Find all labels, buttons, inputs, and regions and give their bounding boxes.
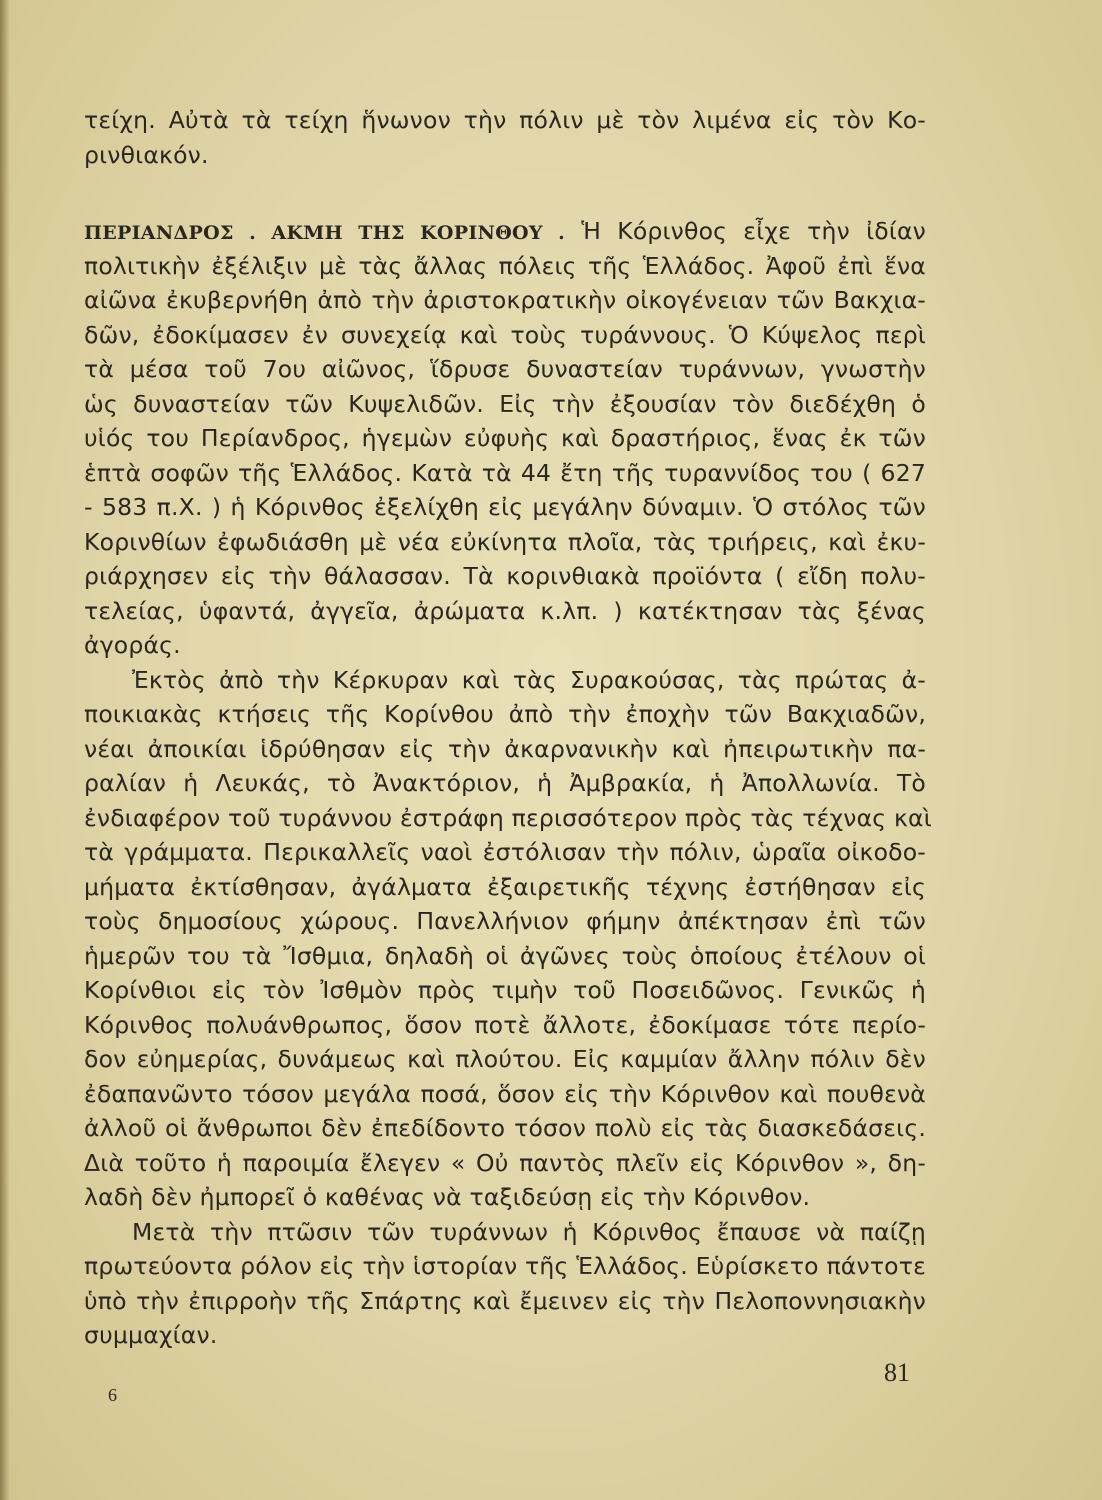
text-line: Μετὰ τὴν πτῶσιν τῶν τυράννων ἡ Κόρινθος ἔπαυσε νὰ παίζῃ (132, 1217, 926, 1246)
text-line: Κόρινθος πολυάνθρωπος, ὅσον ποτὲ ἄλλοτε, ἐδοκίμασε τότε περίο- (84, 1010, 926, 1039)
text-line: πρωτεύοντα ρόλον εἰς τὴν ἱστορίαν τῆς Ἑλλάδος. Εὑρίσκετο πάντοτε (84, 1252, 926, 1280)
text-line: δῶν, ἐδοκίμασεν ἐν συνεχείᾳ καὶ τοὺς τυράννους. Ὁ Κύψελος περὶ (84, 320, 926, 349)
text-line: Κορίνθιοι εἰς τὸν Ἰσθμὸν πρὸς τιμὴν τοῦ Ποσειδῶνος. Γενικῶς ἡ (84, 976, 926, 1004)
text-line: ἡμερῶν του τὰ Ἴσθμια, δηλαδὴ οἱ ἀγῶνες τοὺς ὁποίους ἐτέλουν οἱ (84, 941, 926, 970)
text-line: τὰ μέσα τοῦ 7ου αἰῶνος, ἵδρυσε δυναστείαν τυράννων, γνωστὴν (84, 355, 926, 383)
signature-mark: 6 (108, 1385, 117, 1405)
text-line: Ἐκτὸς ἀπὸ τὴν Κέρκυραν καὶ τὰς Συρακούσας, τὰς πρώτας ἀ- (132, 665, 926, 694)
text-line: ἐδαπανῶντο τόσον μεγάλα ποσά, ὅσον εἰς τὴν Κόρινθον καὶ πουθενὰ (84, 1079, 926, 1108)
text-line: ὡς δυναστείαν τῶν Κυψελιδῶν. Εἰς τὴν ἐξουσίαν τὸν διεδέχθη ὁ (84, 389, 926, 418)
text-line: ραλίαν ἡ Λευκάς, τὸ Ἀνακτόριον, ἡ Ἀμβρακία, ἡ Ἀπολλωνία. Τὸ (84, 769, 926, 797)
text-line: Κορινθίων ἐφωδιάσθη μὲ νέα εὐκίνητα πλοῖα, τὰς τριήρεις, καὶ ἐκυ- (84, 527, 926, 556)
section-gap (84, 172, 926, 214)
text-line: αἰῶνα ἐκυβερνήθη ἀπὸ τὴν ἀριστοκρατικὴν οἰκογένειαν τῶν Βακχια- (84, 286, 926, 314)
text-line: νέαι ἀποικίαι ἱδρύθησαν εἰς τὴν ἀκαρνανικὴν καὶ ἠπειρωτικὴν πα- (84, 734, 926, 763)
text-line: Διὰ τοῦτο ἡ παροιμία ἔλεγεν « Οὐ παντὸς πλεῖν εἰς Κόρινθον », δη- (84, 1148, 926, 1177)
body-text (84, 103, 932, 1353)
page-number: 81 (884, 1358, 910, 1387)
text-line: δον εὐημερίας, δυνάμεως καὶ πλούτου. Εἰς καμμίαν ἄλλην πόλιν δὲν (84, 1045, 926, 1073)
text-line: ρινθιακόν. (84, 140, 209, 169)
text-line: ριάρχησεν εἰς τὴν θάλασσαν. Τὰ κορινθιακὰ προϊόντα ( εἴδη πολυ- (84, 562, 926, 590)
text-line: - 583 π.Χ. ) ἡ Κόρινθος ἐξελίχθη εἰς μεγάλην δύναμιν. Ὁ στόλος τῶν (84, 493, 926, 521)
text-line: ποικιακὰς κτήσεις τῆς Κορίνθου ἀπὸ τὴν ἐποχὴν τῶν Βακχιαδῶν, (84, 700, 926, 728)
text-line: τελείας, ὑφαντά, ἀγγεῖα, ἀρώματα κ.λπ. ) κατέκτησαν τὰς ξένας (84, 596, 926, 625)
text-line: μήματα ἐκτίσθησαν, ἀγάλματα ἐξαιρετικῆς τέχνης ἐστήθησαν εἰς (84, 872, 926, 901)
section-heading-line (84, 214, 926, 249)
text-line: ἑπτὰ σοφῶν τῆς Ἑλλάδος. Κατὰ τὰ 44 ἔτη τῆς τυραννίδος του ( 627 (84, 458, 926, 487)
text-line: τοὺς δημοσίους χώρους. Πανελλήνιον φήμην ἀπέκτησαν ἐπὶ τῶν (84, 907, 926, 935)
text-line: τείχη. Αὐτὰ τὰ τείχη ἥνωνον τὴν πόλιν μὲ τὸν λιμένα εἰς τὸν Κο- (84, 106, 926, 134)
text-line: πολιτικὴν ἐξέλιξιν μὲ τὰς ἄλλας πόλεις τῆς Ἑλλάδος. Ἀφοῦ ἐπὶ ἕνα (84, 251, 926, 280)
text-line: ἀγοράς. (84, 631, 181, 659)
section-heading: ΠΕΡΙΑΝΔΡΟΣ . ΑΚΜΗ ΤΗΣ ΚΟΡΙΝΘΟΥ . (84, 222, 566, 244)
text-line: ὑπὸ τὴν ἐπιρροὴν τῆς Σπάρτης καὶ ἔμεινεν εἰς τὴν Πελοποννησιακὴν (84, 1286, 926, 1315)
text-line: υἱός του Περίανδρος, ἡγεμὼν εὐφυὴς καὶ δραστήριος, ἕνας ἐκ τῶν (84, 424, 926, 452)
text-line: λαδὴ δὲν ἠμπορεῖ ὁ καθένας νὰ ταξιδεύσῃ εἰς τὴν Κόρινθον. (84, 1183, 811, 1211)
text-line: ἀλλοῦ οἱ ἄνθρωποι δὲν ἐπεδίδοντο τόσον πολὺ εἰς τὰς διασκεδάσεις. (84, 1114, 926, 1142)
heading-continuation: Ἡ Κόρινθος εἶχε τὴν ἰδίαν (565, 217, 926, 245)
text-line: ἐνδιαφέρον τοῦ τυράννου ἐστράφη περισσότερον πρὸς τὰς τέχνας καὶ (84, 803, 932, 832)
page-binding-shadow (0, 0, 10, 1500)
text-line: τὰ γράμματα. Περικαλλεῖς ναοὶ ἐστόλισαν τὴν πόλιν, ὡραῖα οἰκοδο- (84, 838, 926, 866)
text-line: συμμαχίαν. (84, 1321, 218, 1349)
